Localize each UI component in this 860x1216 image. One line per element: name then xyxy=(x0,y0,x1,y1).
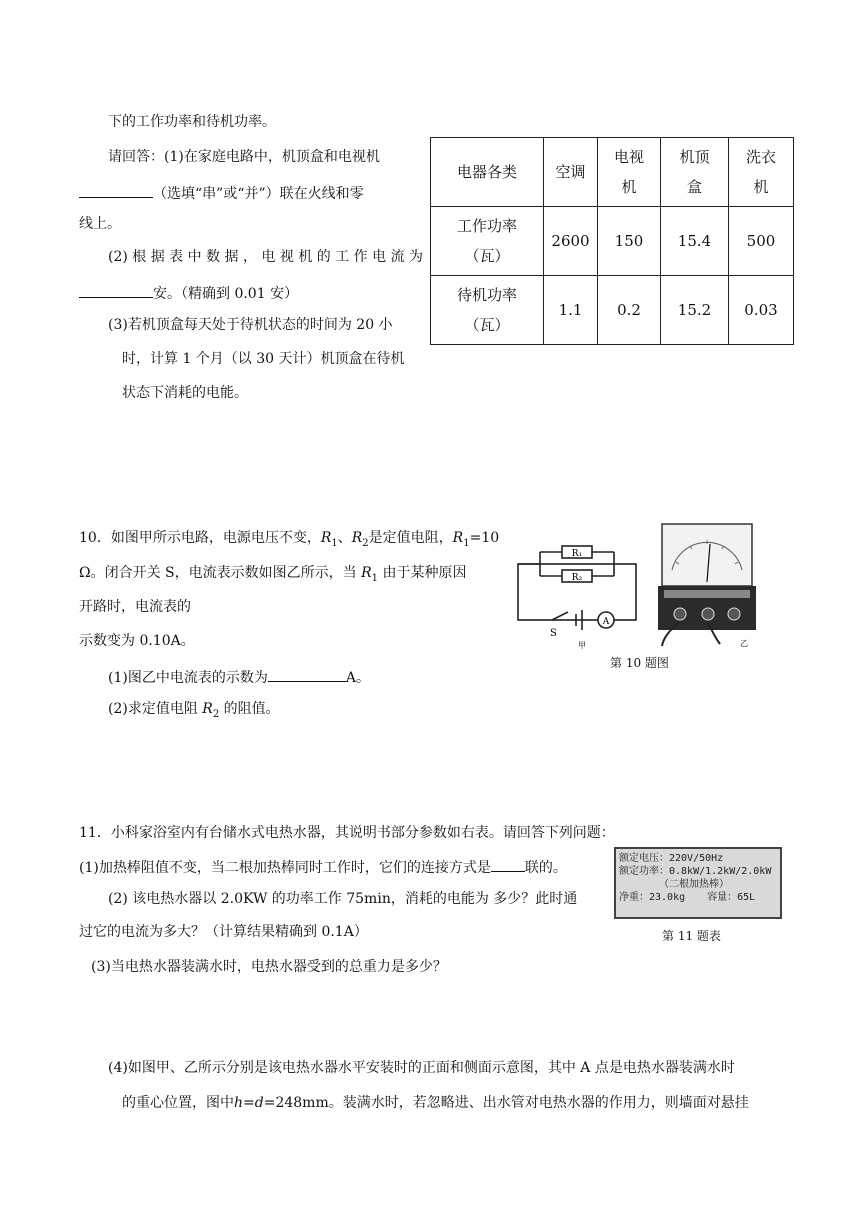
figure-yi-label: 乙 xyxy=(740,639,748,648)
q9-part1-line3: 线上。 xyxy=(79,216,121,232)
spec-weight: 净重：23.0kg xyxy=(619,892,686,903)
figure-caption: 第 10 题图 xyxy=(610,656,669,670)
q10-line3: 开路时，电流表的 xyxy=(79,599,191,615)
q11-part3: (3)当电热水器装满水时，电热水器受到的总重力是多少？ xyxy=(91,959,447,975)
table-row xyxy=(431,276,794,345)
table-row-label: 工作功率 （瓦） xyxy=(431,207,544,276)
spec-power: 额定功率：0.8kW/1.2kW/2.0kW xyxy=(619,866,772,877)
q9-part1-line: 请回答：(1)在家庭电路中，机顶盒和电视机 xyxy=(108,149,380,165)
table-header-row xyxy=(431,138,794,207)
table-row xyxy=(431,207,794,276)
spec-voltage: 额定电压：220V/50Hz xyxy=(619,853,724,864)
table-cell: 500 xyxy=(729,207,794,276)
r2-label: R₂ xyxy=(571,573,583,583)
q9-part3-line3: 状态下消耗的电能。 xyxy=(122,385,248,401)
q11-line1: 11．小科家浴室内有台储水式电热水器，其说明书部分参数如右表。请回答下列问题： xyxy=(79,825,615,841)
q10-line4: 示数变为 0.10A。 xyxy=(79,633,195,649)
q9-part2-line2: 安。（精确到 0.01 安） xyxy=(79,284,298,301)
table-header-cell: 电视 机 xyxy=(598,138,661,207)
q9-part3-line2: 时，计算 1 个月（以 30 天计）机顶盒在待机 xyxy=(122,351,405,367)
q9-part3-line: (3)若机顶盒每天处于待机状态的时间为 20 小 xyxy=(108,317,393,333)
switch-label: S xyxy=(550,628,557,639)
answer-blank[interactable] xyxy=(491,858,525,872)
table-cell: 15.2 xyxy=(661,276,729,345)
answer-blank[interactable] xyxy=(79,284,153,298)
table-caption: 第 11 题表 xyxy=(662,929,721,943)
spec-capacity: 容量：65L xyxy=(707,892,756,903)
table-header-cell: 电器各类 xyxy=(431,138,544,207)
q9-intro-line: 下的工作功率和待机功率。 xyxy=(108,114,276,130)
figure-jia-label: 甲 xyxy=(578,641,586,650)
circuit-diagram xyxy=(510,524,650,650)
table-cell: 1.1 xyxy=(544,276,598,345)
table-cell: 0.03 xyxy=(729,276,794,345)
answer-blank[interactable] xyxy=(79,184,153,198)
table-header-cell: 机顶 盒 xyxy=(661,138,729,207)
q11-part2: (2) 该电热水器以 2.0KW 的功率工作 75min，消耗的电能为 多少？此时通 xyxy=(108,891,578,907)
q11-part4-line2: 的重心位置，图中h=d=248mm。装满水时，若忽略进、出水管对电热水器的作用力，则墙面对悬挂 xyxy=(122,1095,749,1111)
table-cell: 150 xyxy=(598,207,661,276)
q9-part1-line2: （选填“串”或“并”）联在火线和零 xyxy=(79,184,364,201)
q11-part4: (4)如图甲、乙所示分别是该电热水器水平安装时的正面和侧面示意图，其中 A 点是电热水器装满水时 xyxy=(108,1060,735,1076)
spec-label-image xyxy=(614,847,782,919)
table-cell: 15.4 xyxy=(661,207,729,276)
appliance-power-table xyxy=(430,137,794,345)
r1-label: R₁ xyxy=(571,549,583,559)
ammeter-label: A xyxy=(602,617,610,627)
ammeter-photo xyxy=(654,522,758,650)
spec-heaters: （二根加热棒） xyxy=(659,879,729,890)
table-header-cell: 空调 xyxy=(544,138,598,207)
q10-part1: (1)图乙中电流表的示数为 A。 xyxy=(108,670,370,686)
table-cell: 0.2 xyxy=(598,276,661,345)
q11-part2-line2: 过它的电流为多大？（计算结果精确到 0.1A） xyxy=(79,924,368,940)
q10-part2: (2)求定值电阻 $R_2$ 的阻值。 xyxy=(108,701,280,720)
q10-line2: Ω。闭合开关 S，电流表示数如图乙所示，当 $R_1$ 由于某种原因 xyxy=(79,565,467,584)
table-cell: 2600 xyxy=(544,207,598,276)
table-row-label: 待机功率 （瓦） xyxy=(431,276,544,345)
answer-blank[interactable] xyxy=(268,668,346,682)
q10-line1: 10．如图甲所示电路，电源电压不变，$R_1$、$R_2$是定值电阻，$R_1=10$ xyxy=(79,530,500,549)
q11-part1: (1)加热棒阻值不变，当二根加热棒同时工作时，它们的连接方式是 联的。 xyxy=(79,860,567,876)
table-header-cell: 洗衣 机 xyxy=(729,138,794,207)
q9-part2-line: (2) 根 据 表 中 数 据 ， 电 视 机 的 工 作 电 流 为 xyxy=(108,249,424,265)
